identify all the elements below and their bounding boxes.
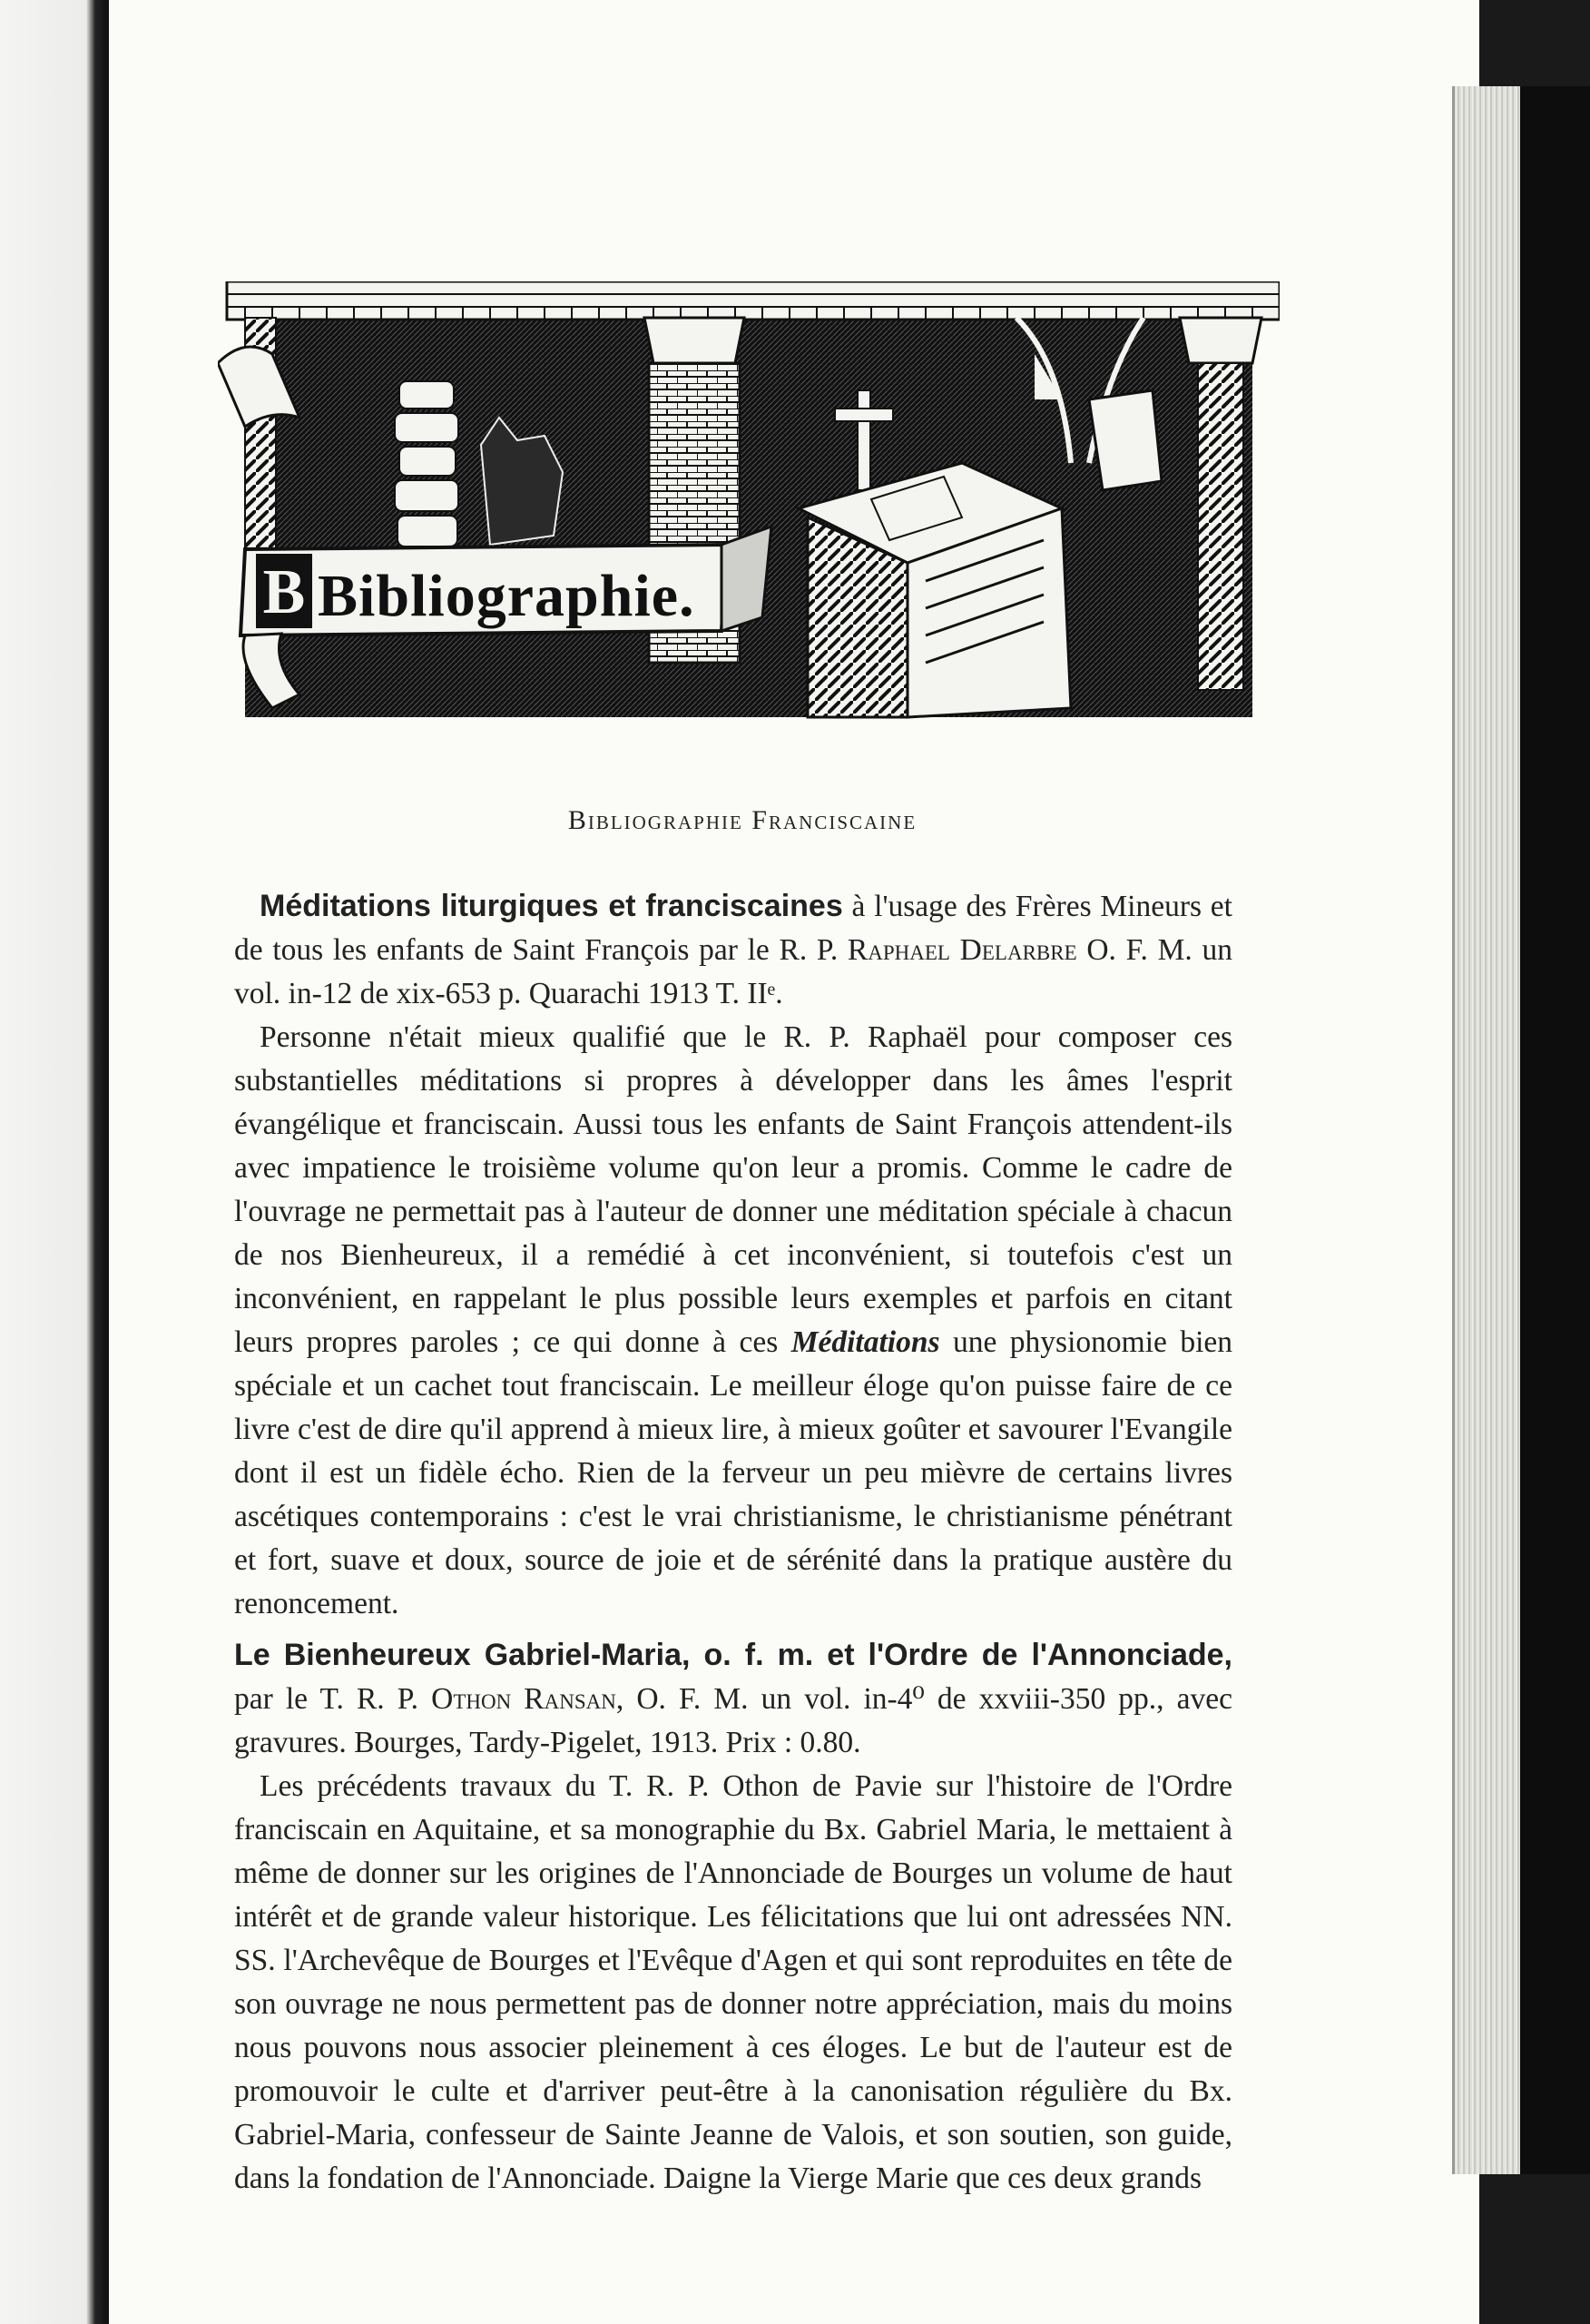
entry-1-citation [234, 884, 1232, 1016]
entry-1 [234, 884, 1232, 1626]
banner-title: Bibliographie. [318, 563, 695, 629]
section-heading: Bibliographie Franciscaine [567, 805, 918, 835]
entry-2-title: Le Bienheureux Gabriel-Maria, o. f. m. et l'Ordre de l'Annonciade, [234, 1638, 1232, 1672]
svg-text:B: B [262, 557, 306, 627]
entry-1-review [234, 1016, 1232, 1626]
entry-1-review-part-1: Personne n'était mieux qualifié que le R. P. Raphaël pour composer ces substantielles méditations si propres à développer dans les âmes l'esprit évangélique et franciscain. Aussi tous les enfants de Saint François attendent-ils avec impatience le troisième volume qu'on leur a promis. Comme le cadre de l'ouvrage ne permettait pas à l'auteur de donner une méditation spéciale à chacun de nos Bienheureux, il a remédié à cet inconvénient, si toutefois c'est un inconvénient, en rappelant le plus possible leurs exemples et parfois en citant leurs propres paroles ; ce qui donne à ces [234, 1020, 1232, 1359]
entry-2-review-text: Les précédents travaux du T. R. P. Othon de Pavie sur l'histoire de l'Ordre franciscain en Aquitaine, et sa monographie du Bx. Gabriel Maria, le mettaient à même de donner sur les origines de l'Annonciade de Bourges un volume de haut intérêt et de grande valeur historique. Les félicitations que lui ont adressées NN. SS. l'Archevêque de Bourges et l'Evêque d'Agen et qui sont reproduites en tête de son ouvrage ne nous permettent pas de donner notre appréciation, mais du moins nous pouvons nous associer pleinement à ces éloges. Le but de l'auteur est de promouvoir le culte et d'arriver peut-être à la canonisation régulière du Bx. Gabriel-Maria, confesseur de Sainte Jeanne de Valois, et son soutien, son guide, dans la fondation de l'Annonciade. Daigne la Vierge Marie que ces deux grands [234, 1769, 1232, 2195]
entry-2-author: Othon Ransan [431, 1682, 616, 1716]
entry-1-title: Méditations liturgiques et franciscaines [260, 889, 843, 923]
entry-1-citation-text: à l'usage des Frères Mineurs et de tous les enfants de Saint François par le R. P. [234, 890, 1232, 967]
entry-1-author: Raphael Delarbre [847, 933, 1077, 967]
entry-1-review-part-2: une physionomie bien spéciale et un cachet tout franciscain. Le meilleur éloge qu'on puisse faire de ce livre c'est de dire qu'il apprend à mieux lire, à mieux goûter et savourer l'Evangile dont il est un fidèle écho. Rien de la ferveur un peu mièvre de certains livres ascétiques contemporains : c'est le vrai christianisme, le christianisme pénétrant et fort, suave et doux, source de joie et de sérénité dans la pratique austère du renoncement. [234, 1325, 1232, 1620]
entry-2-citation-text: par le T. R. P. [234, 1682, 432, 1716]
page-content [234, 799, 1232, 2201]
page-stack-edge [1452, 86, 1523, 2174]
entry-1-review-italic: Méditations [790, 1325, 940, 1359]
entry-2-review [234, 1765, 1232, 2201]
scan-background [1520, 86, 1590, 2174]
entry-2-citation [234, 1633, 1232, 1765]
entry-2 [234, 1633, 1232, 2201]
entry-2-citation-end: , O. F. M. un vol. in-4⁰ de xxviii-350 pp., avec gravures. Bourges, Tardy-Pigelet, 1913. Prix : 0.80. [234, 1682, 1232, 1759]
bibliographie-banner-illustration [218, 281, 1280, 744]
left-page-edge [0, 0, 109, 2324]
entry-1-citation-end: O. F. M. un vol. in-12 de xix-653 p. Quarachi 1913 T. IIᵉ. [234, 933, 1232, 1010]
